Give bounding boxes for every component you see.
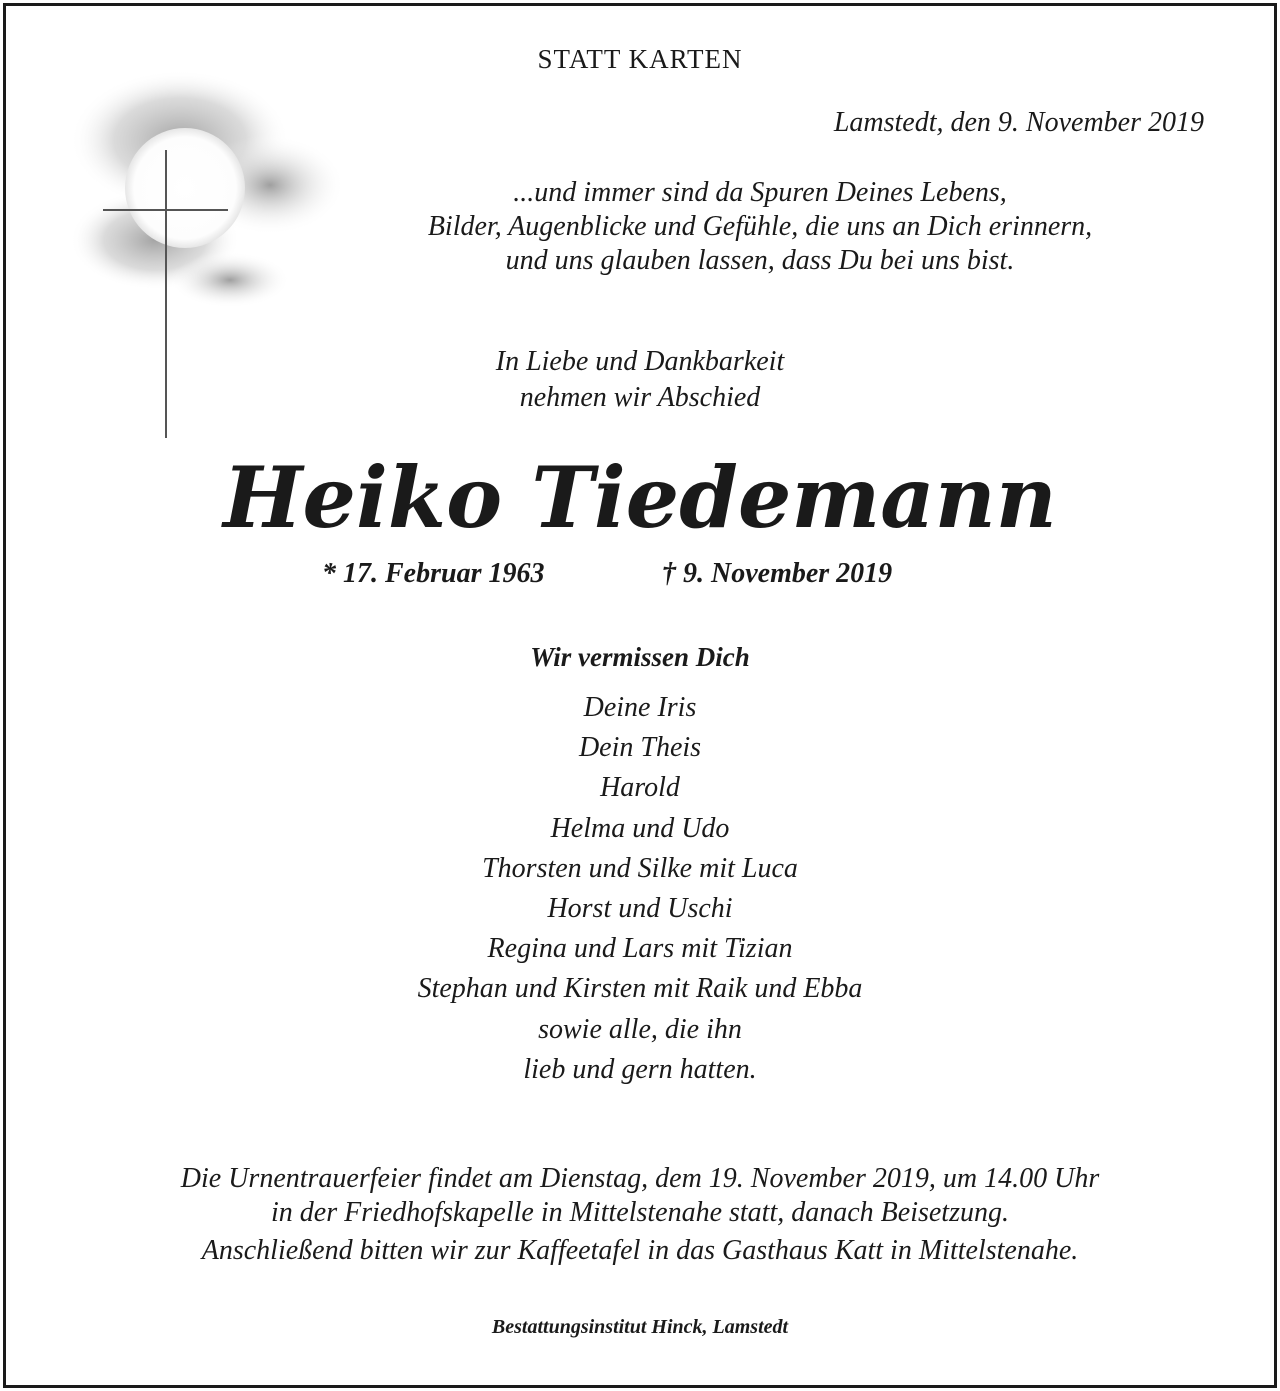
notice-line: Anschließend bitten wir zur Kaffeetafel in das Gasthaus Katt in Mittelstenahe. bbox=[201, 1235, 1079, 1266]
intro-line: nehmen wir Abschied bbox=[519, 382, 761, 413]
mourner-entry: Deine Iris bbox=[583, 692, 697, 723]
poem bbox=[320, 176, 1200, 278]
mourner-entry: Harold bbox=[600, 772, 680, 804]
we-miss-you: Wir vermissen Dich bbox=[530, 642, 750, 672]
funeral-home: Bestattungsinstitut Hinck, Lamstedt bbox=[491, 1316, 789, 1338]
date-line: Lamstedt, den 9. November 2019 bbox=[833, 107, 1204, 138]
mourner-entry: Horst und Uschi bbox=[547, 892, 733, 924]
intro-line: In Liebe und Dankbarkeit bbox=[495, 346, 785, 377]
mourner-entry: Regina und Lars mit Tizian bbox=[487, 933, 793, 965]
mourner-entry: sowie alle, die ihn bbox=[538, 1013, 742, 1045]
farewell-intro bbox=[320, 344, 960, 416]
death-date: † 9. November 2019 bbox=[662, 558, 893, 589]
mourner-entry: Helma und Udo bbox=[550, 812, 730, 844]
notice-line: in der Friedhofskapelle in Mittelstenahe statt, danach Beisetzung. bbox=[271, 1197, 1009, 1228]
ceremony-notice bbox=[0, 1162, 1280, 1268]
notice-line: Die Urnentrauerfeier findet am Dienstag, dem 19. November 2019, um 14.00 Uhr bbox=[180, 1163, 1100, 1194]
birth-date: * 17. Februar 1963 bbox=[322, 558, 545, 589]
poem-line: Bilder, Augenblicke und Gefühle, die uns an Dich erinnern, bbox=[427, 211, 1093, 242]
mourner-entry: Stephan und Kirsten mit Raik und Ebba bbox=[417, 973, 863, 1005]
header-statt-karten: STATT KARTEN bbox=[537, 44, 743, 74]
poem-line: ...und immer sind da Spuren Deines Lebens, bbox=[513, 177, 1007, 208]
poem-line: und uns glauben lassen, dass Du bei uns bist. bbox=[505, 245, 1015, 276]
deceased-name: Heiko Tiedemann bbox=[223, 448, 1057, 547]
mourners-list bbox=[0, 688, 1280, 1090]
cross-moon-icon bbox=[70, 70, 340, 440]
mourner-entry: Thorsten und Silke mit Luca bbox=[482, 852, 798, 884]
mourner-entry: lieb und gern hatten. bbox=[523, 1053, 757, 1085]
mourner-entry: Dein Theis bbox=[578, 732, 702, 764]
